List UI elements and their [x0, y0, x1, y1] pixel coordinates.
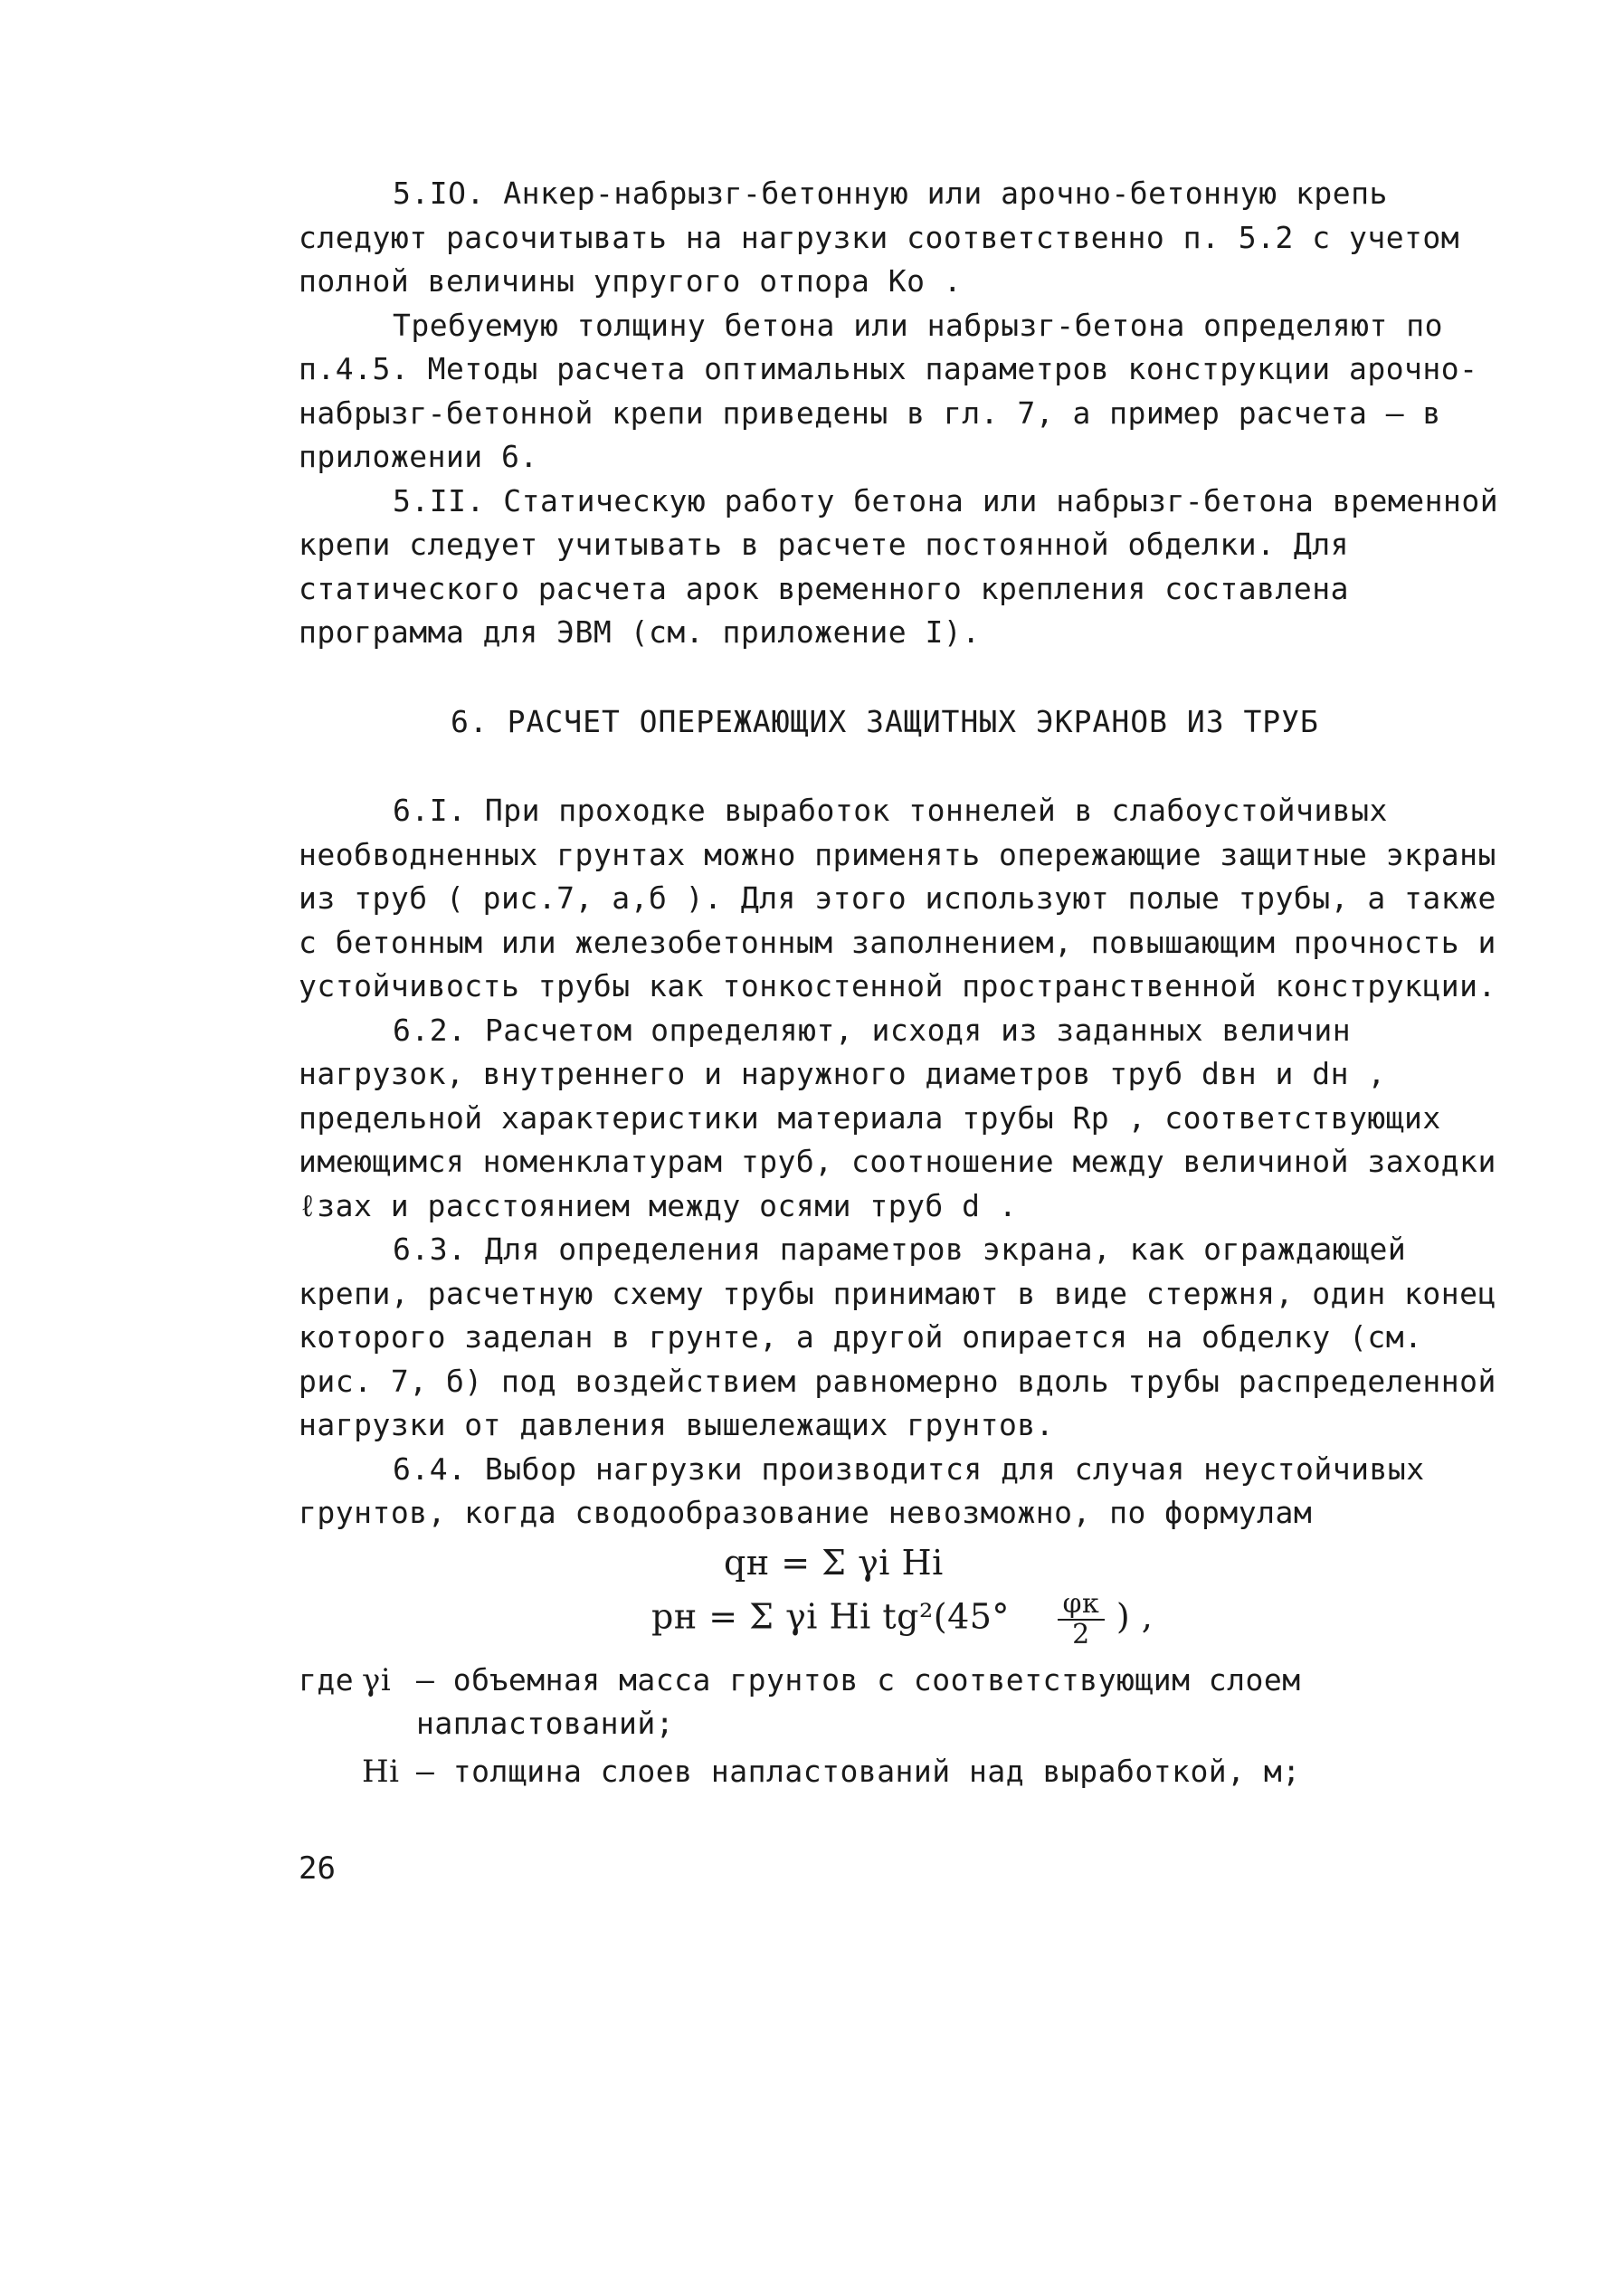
formula-p-fraction	[1058, 1587, 1106, 1650]
definitions	[299, 1659, 1502, 1794]
definition-h	[299, 1750, 1502, 1794]
page-number: 26	[299, 1850, 336, 1887]
formula-q-text: qн = Σ γi Hi	[724, 1542, 944, 1583]
formula-q	[299, 1537, 1502, 1588]
fraction-denominator: 2	[1072, 1618, 1090, 1650]
paragraph-6-4: 6.4. Выбор нагрузки производится для случая неустойчивых грунтов, когда сводообразование невозможно, по формулам	[299, 1450, 1425, 1530]
document-body	[299, 172, 1502, 1793]
section-heading: 6. РАСЧЕТ ОПЕРЕЖАЮЩИХ ЗАЩИТНЫХ ЭКРАНОВ ИЗ ТРУБ	[451, 703, 1319, 739]
definition-gamma	[299, 1659, 1502, 1746]
h-description: – толщина слоев напластований над выработкой, м;	[416, 1753, 1301, 1789]
h-symbol: Hi	[362, 1753, 400, 1790]
paragraph-5-10-continued: Требуемую толщину бетона или набрызг-бетона определяют по п.4.5. Методы расчета оптимальных параметров конструкции арочно-набрызг-бетонной крепи приведены в гл. 7, а пример расчета – в приложении 6.	[299, 307, 1478, 474]
paragraph-5-10: 5.IO. Анкер-набрызг-бетонную или арочно-бетонную крепь следуют расочитывать на нагрузки соответственно п. 5.2 с учетом полной величины упругого отпора Ко .	[299, 176, 1460, 299]
paragraph-5-11: 5.II. Статическую работу бетона или набрызг-бетона временной крепи следует учитывать в расчете постоянной обделки. Для статического расчета арок временного крепления составлена программа для ЭВМ (см. приложение I).	[299, 482, 1499, 650]
formula-p	[299, 1587, 1502, 1650]
formula-p-right: ) ,	[1116, 1596, 1154, 1636]
gamma-symbol: γi	[362, 1661, 392, 1698]
paragraph-6-2: 6.2. Расчетом определяют, исходя из заданных величин нагрузок, внутреннего и наружного диаметров труб dвн и dн , предельной характеристики материала трубы Rр , соответствующих имеющимся номенклатурам труб, соотношение между величиной заходки ℓзах и расстоянием между осями труб d .	[299, 1012, 1496, 1223]
formula-p-left: pн = Σ γi Hi tg²(45°	[651, 1596, 1010, 1636]
where-label: где	[299, 1661, 355, 1698]
paragraph-6-1: 6.I. При проходке выработок тоннелей в слабоустойчивых необводненных грунтах можно применять опережающие защитные экраны из труб ( рис.7, а,б ). Для этого используют полые трубы, а также с бетонным или железобетонным заполнением, повышающим прочность и устойчивость трубы как тонкостенной пространственной конструкции.	[299, 793, 1496, 1003]
gamma-description: – объемная масса грунтов с соответствующим слоем напластований;	[416, 1661, 1301, 1741]
fraction-numerator: φк	[1058, 1590, 1106, 1621]
paragraph-6-3: 6.3. Для определения параметров экрана, как ограждающей крепи, расчетную схему трубы принимают в виде стержня, один конец которого заделан в грунте, а другой опирается на обделку (см. рис. 7, б) под воздействием равномерно вдоль трубы распределенной нагрузки от давления вышележащих грунтов.	[299, 1232, 1496, 1442]
